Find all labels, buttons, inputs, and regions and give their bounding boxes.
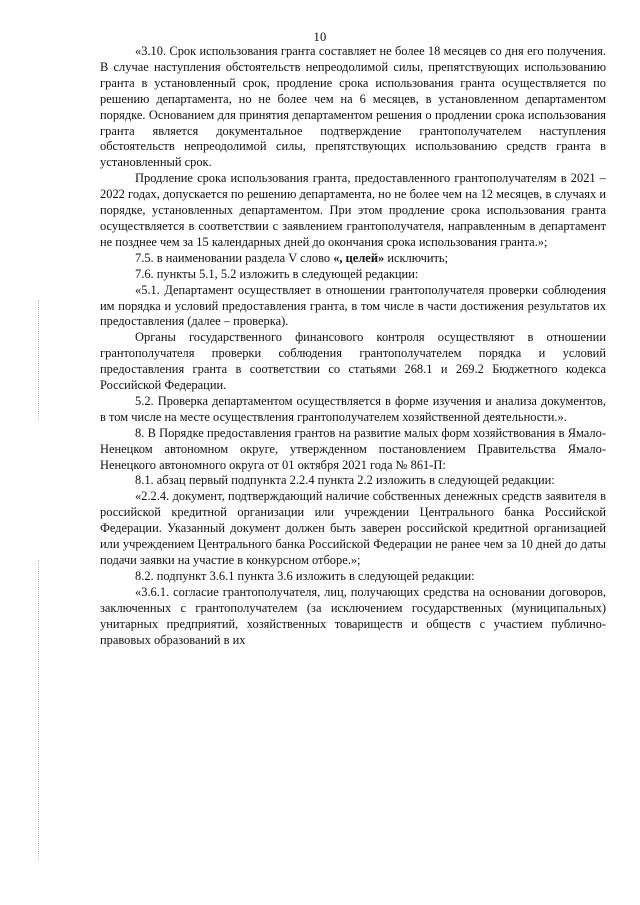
paragraph-7-5-text: 7.5. в наименовании раздела V слово <box>135 250 334 265</box>
scan-margin-line <box>38 300 40 420</box>
paragraph-8-2: 8.2. подпункт 3.6.1 пункта 3.6 изложить в следующей редакции: <box>135 568 475 583</box>
paragraph-8-1: 8.1. абзац первый подпункта 2.2.4 пункта 2.2 изложить в следующей редакции: <box>135 473 555 488</box>
paragraph-2-2-4: «2.2.4. документ, подтверждающий наличие собственных денежных средств заявителя в российской кредитной организации или учреждении Центрального банка Российской Федерации. Указанный документ должен быть заверен российской кредитной организацией или учреждением Центрального банка Российской Федерации не ранее чем за 10 дней до даты подачи заявки на участие в конкурсном отборе.»; <box>100 489 606 567</box>
paragraph-extension: Продление срока использования гранта, предоставленного грантополучателям в 2021 – 2022 годах, допускается по решению департамента, но не более чем на 12 месяцев, в случаях и порядке, установленных департаментом. При этом продление срока использования гранта осуществляется в соответствии с заявлением грантополучателя, направленным в департамент не позднее чем за 15 календарных дней до окончания срока использования гранта.»; <box>100 171 606 249</box>
paragraph-8: 8. В Порядке предоставления грантов на развитие малых форм хозяйствования в Ямало-Ненецком автономном округе, утвержденном постановлением Правительства Ямало-Ненецкого автономного округа от 01 октября 2021 года № 861-П: <box>100 425 606 472</box>
paragraph-3-6-1: «3.6.1. согласие грантополучателя, лиц, получающих средства на основании договоров, заключенных с грантополучателем (за исключением государственных (муниципальных) унитарных предприятий, хозяйственных товариществ и обществ с участием публично-правовых образований в их <box>100 584 606 647</box>
paragraph-5-1: «5.1. Департамент осуществляет в отношении грантополучателя проверки соблюдения им порядка и условий предоставления гранта, в том числе в части достижения результатов их предоставления (далее – проверка). <box>100 282 606 329</box>
page-number: 10 <box>313 30 327 44</box>
paragraph-7-6: 7.6. пункты 5.1, 5.2 изложить в следующей редакции: <box>135 266 419 281</box>
paragraph-7-5-bold-word: «, целей» <box>333 250 385 265</box>
scan-margin-line <box>38 560 40 860</box>
paragraph-7-5-text-end: исключить; <box>384 250 449 265</box>
paragraph-5-2: 5.2. Проверка департаментом осуществляется в форме изучения и анализа документов, в том числе на месте осуществления грантополучателем хозяйственной деятельности.». <box>100 393 606 424</box>
document-body <box>100 44 606 648</box>
paragraph-7-5 <box>100 251 606 267</box>
paragraph-control-bodies: Органы государственного финансового контроля осуществляют в отношении грантополучателя проверки соблюдения грантополучателем порядка и условий предоставления гранта в соответствии со статьями 268.1 и 269.2 Бюджетного кодекса Российской Федерации. <box>100 330 606 393</box>
paragraph-3-10: «3.10. Срок использования гранта составляет не более 18 месяцев со дня его получения. В случае наступления обстоятельств непреодолимой силы, препятствующих использованию гранта в установленный срок, продление срока использования гранта осуществляется по решению департамента, но не более чем на 6 месяцев, в установленном департаментом порядке. Основанием для принятия департаментом решения о продлении срока использования гранта является документальное подтверждение грантополучателем наступления обстоятельств непреодолимой силы, препятствующих использованию средств гранта в установленный срок. <box>100 44 606 170</box>
